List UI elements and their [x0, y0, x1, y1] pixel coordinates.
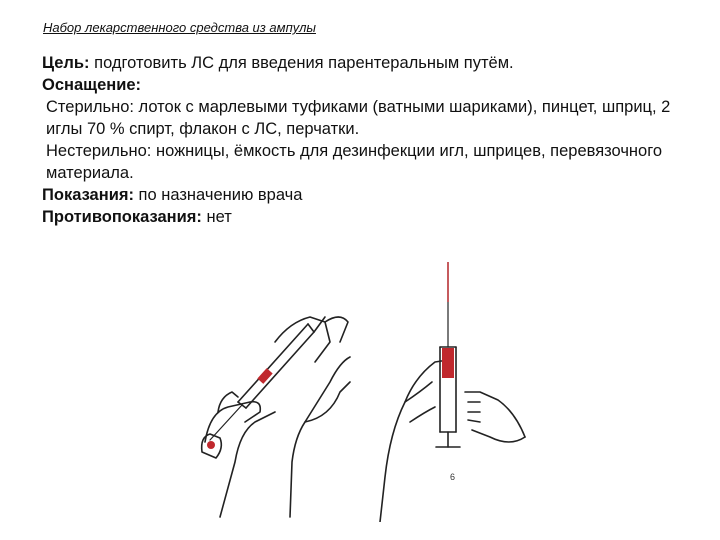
liquid-marks [207, 262, 454, 449]
right-hands-drawing [380, 262, 525, 522]
goal-line [42, 52, 682, 74]
sterile-line: Стерильно: лоток с марлевыми туфиками (ватными шариками), пинцет, шприц, 2 иглы 70 % спирт, флакон с ЛС, перчатки. [46, 98, 671, 138]
document-title: Набор лекарственного средства из ампулы [43, 20, 316, 35]
nonsterile-line: Нестерильно: ножницы, ёмкость для дезинфекции игл, шприцев, перевязочного материала. [46, 142, 663, 182]
indications-line [42, 184, 682, 206]
left-hands-drawing [202, 317, 350, 517]
goal-text: подготовить ЛС для введения парентеральным путём. [89, 54, 514, 72]
hands-syringe-ampoule-drawing-icon [180, 262, 540, 522]
equipment-label: Оснащение: [42, 76, 142, 94]
contraindications-text: нет [201, 208, 232, 226]
document-body [42, 52, 682, 228]
equipment-line [42, 74, 682, 96]
indications-text: по назначению врача [133, 186, 303, 204]
indications-label: Показания: [42, 186, 134, 204]
goal-label: Цель: [42, 54, 90, 72]
panel-number-label: 6 [450, 472, 456, 482]
contraindications-line [42, 206, 682, 228]
contraindications-label: Противопоказания: [42, 208, 202, 226]
